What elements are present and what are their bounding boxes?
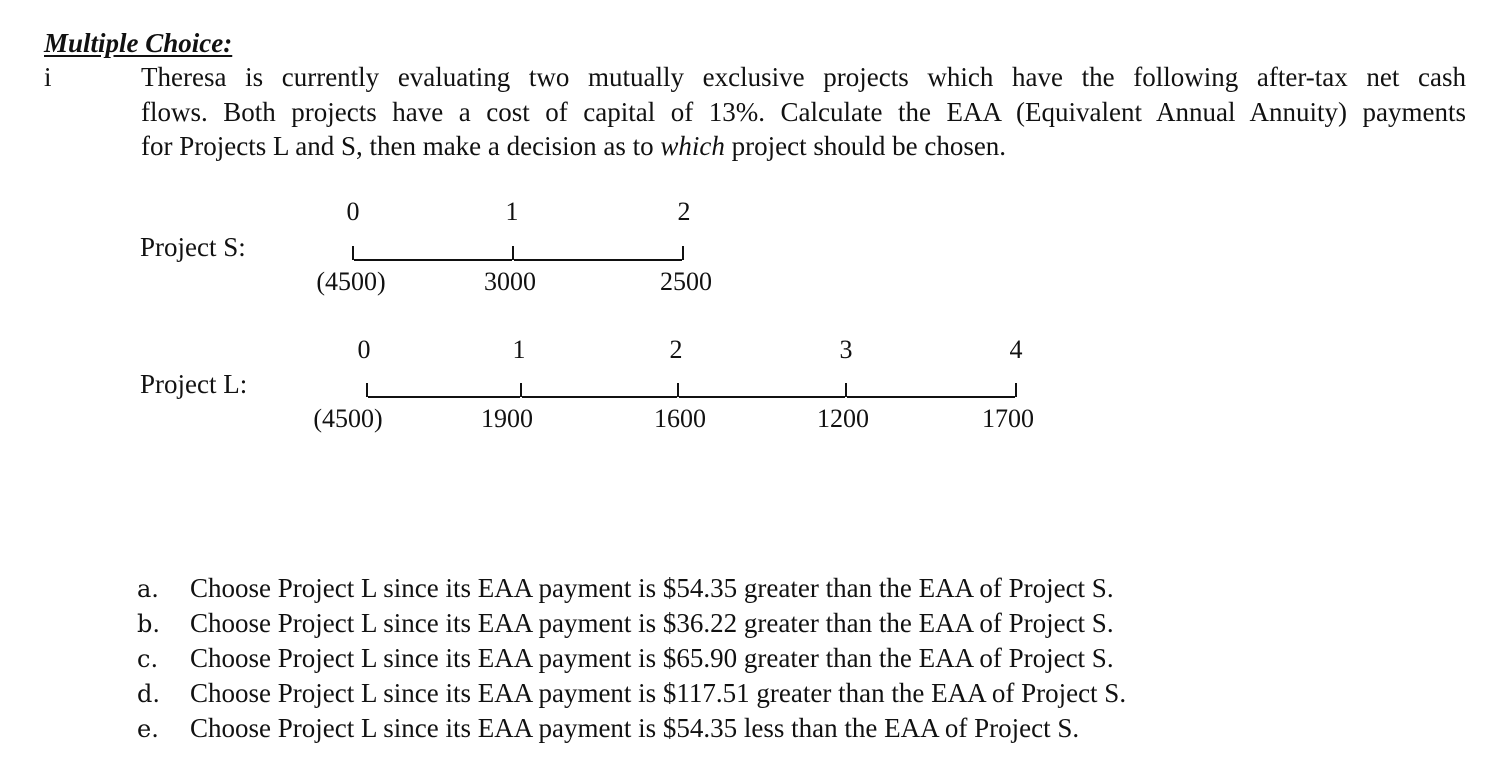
project-l-cash-flow-0: (4500) <box>313 404 383 433</box>
project-s-segment-2 <box>514 259 682 261</box>
project-l-period-2: 2 <box>669 335 683 364</box>
project-l-period-0: 0 <box>357 335 371 364</box>
project-s-period-0: 0 <box>346 197 360 226</box>
project-l-cash-flow-3: 1200 <box>817 404 869 433</box>
project-s-period-2: 2 <box>677 197 691 226</box>
option-text: Choose Project L since its EAA payment is $117.51 greater than the EAA of Project S. <box>190 678 1127 708</box>
project-l-cash-flow-1: 1900 <box>481 404 533 433</box>
project-l-period-4: 4 <box>1009 335 1023 364</box>
stem-line-3 <box>141 129 1466 164</box>
project-l-period-1: 1 <box>512 335 526 364</box>
project-l-label: Project L: <box>140 369 248 399</box>
project-l-segment-4 <box>847 396 1015 398</box>
answer-options <box>137 571 1126 746</box>
project-l-tick-0 <box>366 383 368 397</box>
project-s-segment-1 <box>354 259 512 261</box>
answer-option-e[interactable] <box>137 711 1126 746</box>
project-s-label: Project S: <box>140 232 246 262</box>
project-s-period-1: 1 <box>505 197 519 226</box>
stem-emphasis: which <box>660 131 725 161</box>
project-l-tick-2 <box>677 383 679 397</box>
project-s-tick-2 <box>682 246 684 260</box>
question-number: i <box>44 62 52 92</box>
project-l-tick-4 <box>1015 383 1017 397</box>
option-letter: d. <box>137 680 160 708</box>
stem-line-3-end: project should be chosen. <box>724 131 1007 161</box>
option-text: Choose Project L since its EAA payment is $54.35 less than the EAA of Project S. <box>190 713 1080 743</box>
project-s-tick-1 <box>512 246 514 260</box>
project-s-tick-0 <box>352 246 354 260</box>
project-l-segment-2 <box>522 396 677 398</box>
project-l-cash-flow-4: 1700 <box>982 404 1034 433</box>
option-letter: a. <box>137 575 159 603</box>
project-l-tick-1 <box>520 383 522 397</box>
answer-option-a[interactable] <box>137 571 1126 606</box>
project-l-segment-3 <box>679 396 845 398</box>
option-letter: e. <box>137 715 159 743</box>
option-text: Choose Project L since its EAA payment is $36.22 greater than the EAA of Project S. <box>190 608 1114 638</box>
project-l-period-3: 3 <box>839 335 853 364</box>
section-heading: Multiple Choice: <box>44 28 233 58</box>
stem-line-1: Theresa is currently evaluating two mutually exclusive projects which have the following after-tax net cash <box>141 62 1466 92</box>
answer-option-c[interactable] <box>137 641 1126 676</box>
option-letter: c. <box>137 645 159 673</box>
project-l-segment-1 <box>368 396 520 398</box>
project-l-tick-3 <box>845 383 847 397</box>
project-s-cash-flow-1: 3000 <box>484 267 536 296</box>
project-l-cash-flow-2: 1600 <box>654 404 706 433</box>
project-s-cash-flow-0: (4500) <box>316 267 386 296</box>
option-letter: b. <box>137 610 160 638</box>
project-s-cash-flow-2: 2500 <box>660 267 712 296</box>
option-text: Choose Project L since its EAA payment is $54.35 greater than the EAA of Project S. <box>190 573 1114 603</box>
stem-line-3-start: for Projects L and S, then make a decision as to <box>141 131 661 161</box>
stem-line-2: flows. Both projects have a cost of capital of 13%. Calculate the EAA (Equivalent Annual Annuity) payments <box>141 96 1466 127</box>
answer-option-d[interactable] <box>137 676 1126 711</box>
answer-option-b[interactable] <box>137 606 1126 641</box>
question-stem <box>141 60 1466 164</box>
option-text: Choose Project L since its EAA payment is $65.90 greater than the EAA of Project S. <box>190 643 1114 673</box>
